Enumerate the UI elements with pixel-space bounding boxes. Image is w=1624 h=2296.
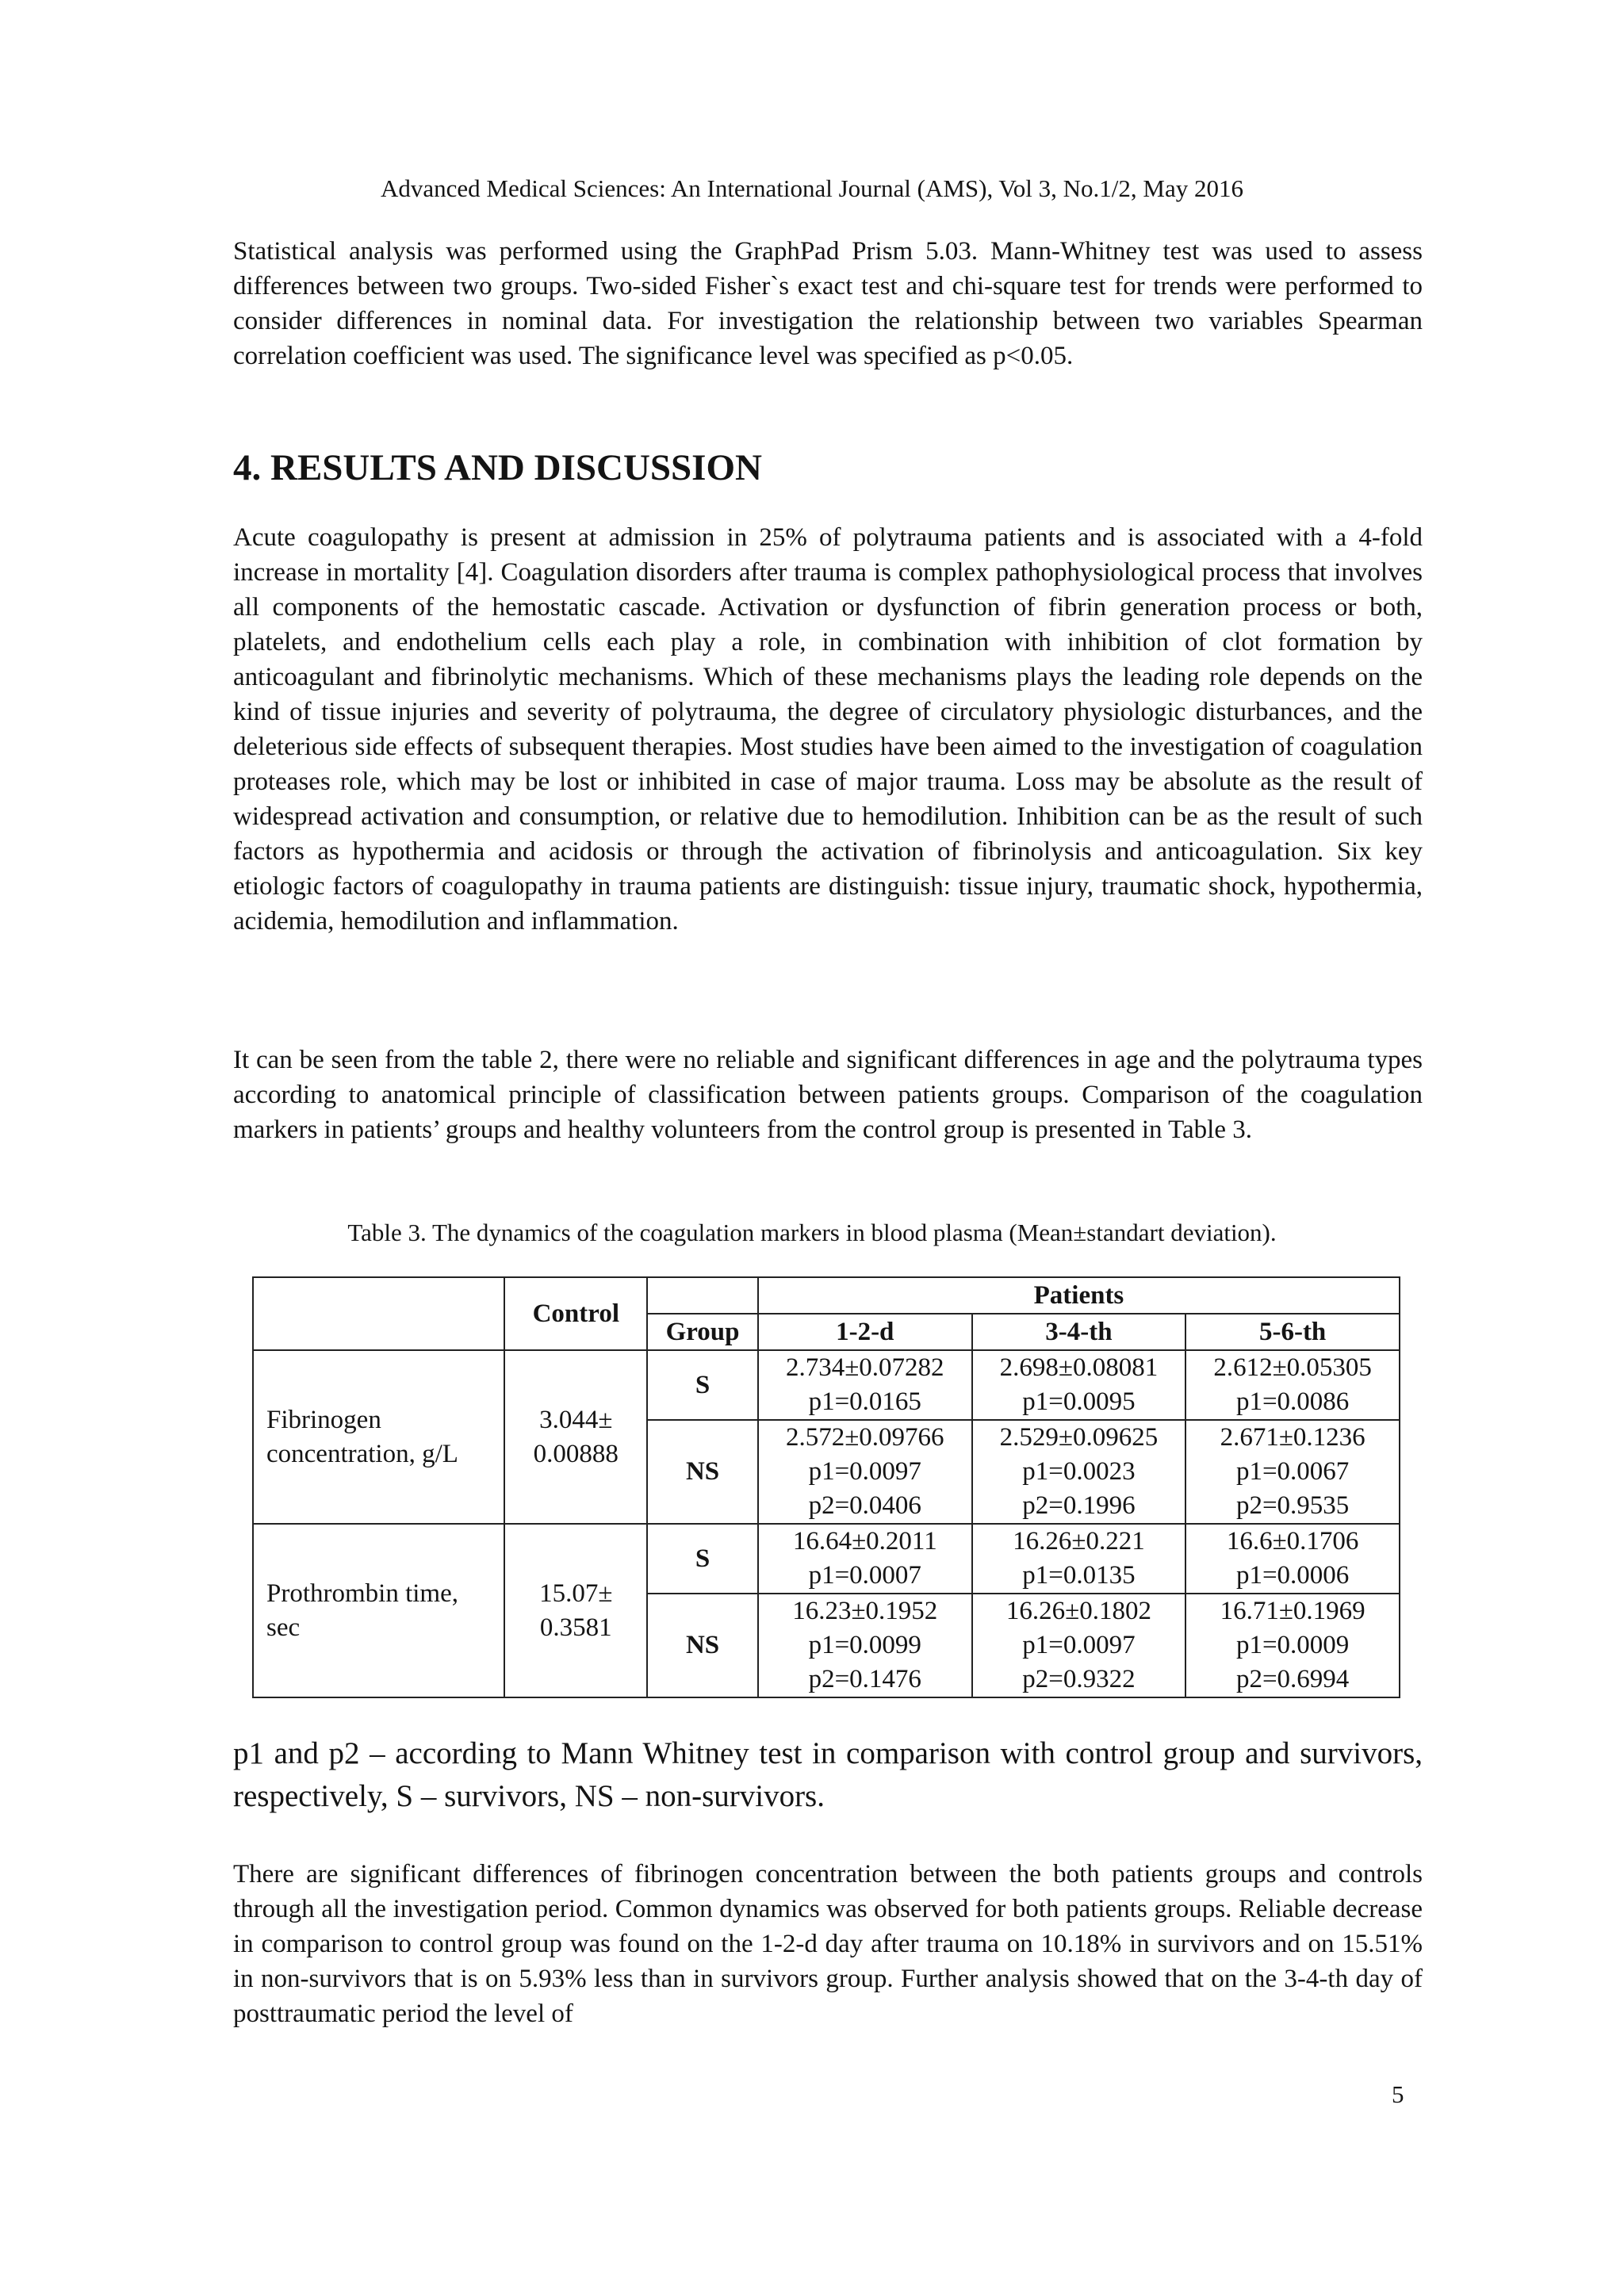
running-header: Advanced Medical Sciences: An International Journal (AMS), Vol 3, No.1/2, May 2016 bbox=[381, 174, 1243, 202]
control-value: 15.07± bbox=[539, 1578, 613, 1608]
cell-value: p1=0.0165 bbox=[808, 1387, 921, 1416]
cell-value: p1=0.0095 bbox=[1022, 1387, 1136, 1416]
cell-value: p2=0.9322 bbox=[1022, 1665, 1136, 1693]
fibrinogen-label-cell bbox=[253, 1350, 504, 1524]
marker-label: Fibrinogen bbox=[266, 1405, 381, 1434]
table-cell bbox=[972, 1524, 1186, 1594]
table-cell bbox=[972, 1420, 1186, 1524]
cell-value: p2=0.6994 bbox=[1235, 1665, 1350, 1693]
cell-value: 16.23±0.1952 bbox=[792, 1597, 938, 1625]
cell-value: p1=0.0007 bbox=[808, 1561, 921, 1590]
cell-value: 2.698±0.08081 bbox=[999, 1353, 1159, 1382]
cell-value: 2.572±0.09766 bbox=[785, 1423, 944, 1452]
control-header: Control bbox=[504, 1277, 647, 1350]
cell-value: p1=0.0086 bbox=[1235, 1387, 1350, 1416]
marker-label: concentration, g/L bbox=[266, 1439, 458, 1468]
table-row bbox=[253, 1524, 1400, 1594]
day-1-2-header: 1-2-d bbox=[758, 1314, 972, 1350]
marker-label: sec bbox=[266, 1613, 301, 1642]
table-cell bbox=[758, 1350, 972, 1420]
cell-value: p1=0.0097 bbox=[808, 1457, 921, 1486]
results-paragraph-3: There are significant differences of fibrinogen concentration between the both patients groups and controls through all the investigation period. Common dynamics was observed for both patients groups. Reliable decrease in comparison to control group was found on the 1-2-d day after trauma on 10.18% in survivors and on 15.51% in non-survivors that is on 5.93% less than in survivors group. Further analysis showed that on the 3-4-th day of posttraumatic period the level of bbox=[233, 1860, 1423, 2028]
cell-value: p1=0.0099 bbox=[808, 1631, 921, 1659]
prothrombin-control-cell bbox=[504, 1524, 647, 1697]
cell-value: p1=0.0097 bbox=[1022, 1631, 1136, 1659]
table-cell bbox=[972, 1350, 1186, 1420]
cell-value: 2.671±0.1236 bbox=[1220, 1423, 1365, 1452]
table-cell bbox=[1185, 1594, 1400, 1697]
statistics-paragraph: Statistical analysis was performed using the GraphPad Prism 5.03. Mann-Whitney test was used to assess differences between two groups. Two-sided Fisher`s exact test and chi-square test for trends were performed to consider differences in nominal data. For investigation the relationship between two variables Spearman correlation coefficient was used. The significance level was specified as p<0.05. bbox=[233, 237, 1423, 370]
day-5-6-header: 5-6-th bbox=[1185, 1314, 1400, 1350]
cell-value: 2.734±0.07282 bbox=[785, 1353, 944, 1382]
cell-value: 16.6±0.1706 bbox=[1226, 1527, 1359, 1556]
table-cell bbox=[972, 1594, 1186, 1697]
table-footnote: p1 and p2 – according to Mann Whitney test in comparison with control group and survivors, respectively, S – survivors, NS – non-survivors. bbox=[233, 1736, 1423, 1813]
table-row bbox=[253, 1350, 1400, 1420]
cell-value: 2.529±0.09625 bbox=[999, 1423, 1159, 1452]
group-header: Group bbox=[647, 1314, 758, 1350]
results-paragraph-2: It can be seen from the table 2, there were no reliable and significant differences in age and the polytrauma types according to anatomical principle of classification between patients groups. Comparison of the coagulation markers in patients’ groups and healthy volunteers from the control group is presented in Table 3. bbox=[233, 1046, 1423, 1144]
cell-value: 16.71±0.1969 bbox=[1220, 1597, 1365, 1625]
cell-value: p1=0.0135 bbox=[1022, 1561, 1136, 1590]
empty-header-cell bbox=[253, 1277, 504, 1350]
cell-value: p2=0.1996 bbox=[1022, 1491, 1136, 1520]
cell-value: p2=0.1476 bbox=[808, 1665, 921, 1693]
results-paragraph-1: Acute coagulopathy is present at admission in 25% of polytrauma patients and is associated with a 4-fold increase in mortality [4]. Coagulation disorders after trauma is complex pathophysiological process that involves all components of the hemostatic cascade. Activation or dysfunction of fibrin generation process or both, platelets, and endothelium cells each play a role, in combination with inhibition of clot formation by anticoagulant and fibrinolytic mechanisms. Which of these mechanisms plays the leading role depends on the kind of tissue injuries and severity of polytrauma, the degree of circulatory physiologic disturbances, and the deleterious side effects of subsequent therapies. Most studies have been aimed to the investigation of coagulation proteases role, which may be lost or inhibited in case of major trauma. Loss may be absolute as the result of widespread activation and consumption, or relative due to hemodilution. Inhibition can be as the result of such factors as hypothermia and acidosis or through the activation of fibrinolysis and anticoagulation. Six key etiologic factors of coagulopathy in trauma patients are distinguish: tissue injury, traumatic shock, hypothermia, acidemia, hemodilution and inflammation. bbox=[233, 523, 1423, 936]
cell-value: 2.612±0.05305 bbox=[1213, 1353, 1372, 1382]
cell-value: p1=0.0023 bbox=[1022, 1457, 1136, 1486]
section-heading: 4. RESULTS AND DISCUSSION bbox=[233, 447, 762, 488]
table-cell bbox=[1185, 1350, 1400, 1420]
group-cell: S bbox=[647, 1524, 758, 1594]
page-number: 5 bbox=[1392, 2080, 1404, 2108]
fibrinogen-control-cell bbox=[504, 1350, 647, 1524]
cell-value: p1=0.0067 bbox=[1235, 1457, 1350, 1486]
prothrombin-label-cell bbox=[253, 1524, 504, 1697]
cell-value: 16.26±0.221 bbox=[1013, 1527, 1145, 1556]
control-value: 0.3581 bbox=[539, 1613, 612, 1642]
coagulation-markers-table bbox=[252, 1276, 1400, 1698]
table-cell bbox=[1185, 1524, 1400, 1594]
cell-value: 16.26±0.1802 bbox=[1005, 1597, 1151, 1625]
cell-value: p2=0.0406 bbox=[808, 1491, 921, 1520]
table-cell bbox=[758, 1524, 972, 1594]
group-cell: NS bbox=[647, 1420, 758, 1524]
day-3-4-header: 3-4-th bbox=[972, 1314, 1186, 1350]
table-cell bbox=[758, 1594, 972, 1697]
table-header-row-1 bbox=[253, 1277, 1400, 1314]
table-caption: Table 3. The dynamics of the coagulation markers in blood plasma (Mean±standart deviation). bbox=[347, 1219, 1277, 1246]
empty-group-cell bbox=[647, 1277, 758, 1314]
cell-value: p1=0.0009 bbox=[1235, 1631, 1350, 1659]
group-cell: S bbox=[647, 1350, 758, 1420]
control-value: 3.044± bbox=[539, 1405, 613, 1434]
control-value: 0.00888 bbox=[533, 1439, 619, 1468]
cell-value: p1=0.0006 bbox=[1235, 1561, 1350, 1590]
group-cell: NS bbox=[647, 1594, 758, 1697]
marker-label: Prothrombin time, bbox=[266, 1578, 458, 1608]
cell-value: p2=0.9535 bbox=[1235, 1491, 1350, 1520]
table-cell bbox=[1185, 1420, 1400, 1524]
table-cell bbox=[758, 1420, 972, 1524]
patients-header: Patients bbox=[758, 1277, 1400, 1314]
cell-value: 16.64±0.2011 bbox=[792, 1527, 937, 1556]
